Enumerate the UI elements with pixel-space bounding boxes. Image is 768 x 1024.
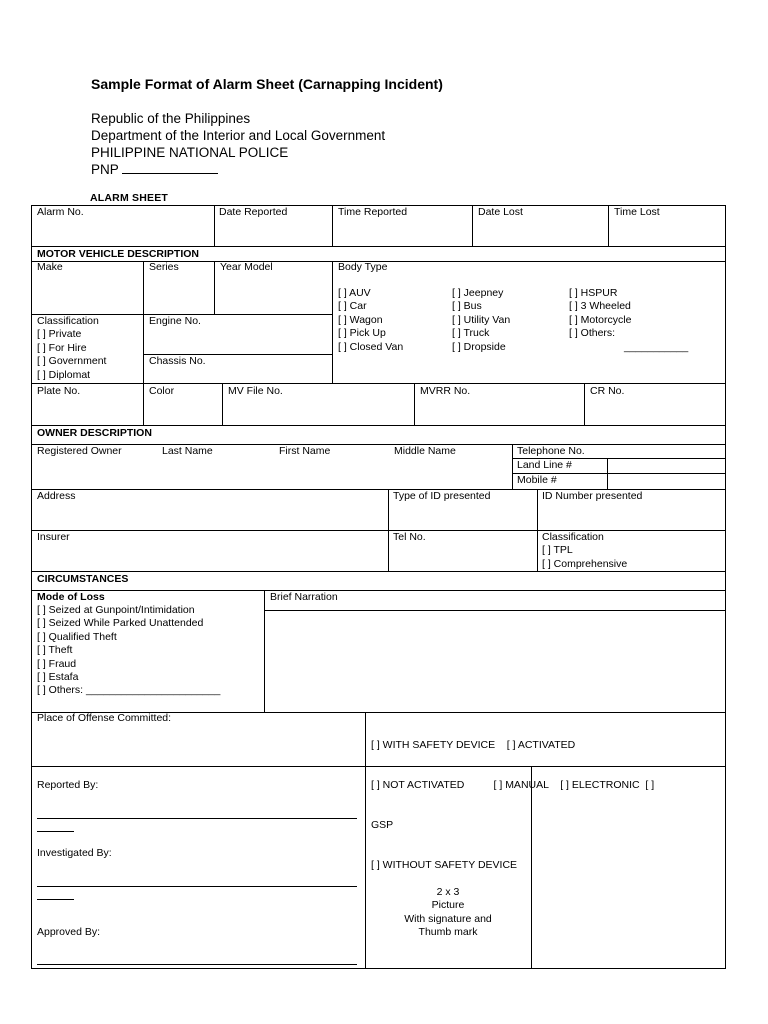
picture-note-1: With signature and xyxy=(404,912,492,925)
brief-narration-label: Brief Narration xyxy=(270,591,338,603)
mode-option[interactable]: [ ] Others: _______________________ xyxy=(37,684,221,697)
safety-option[interactable]: [ ] NOT ACTIVATED [ ] MANUAL [ ] ELECTRONIC [ ] xyxy=(371,779,655,792)
mode-option[interactable]: [ ] Qualified Theft xyxy=(37,630,117,643)
reported-by-label: Reported By: xyxy=(37,779,99,791)
body-option[interactable]: [ ] AUV xyxy=(338,287,371,299)
brief-narration-area[interactable] xyxy=(270,617,720,707)
insurance-option[interactable]: [ ] TPL xyxy=(542,544,573,557)
motor-vehicle-heading: MOTOR VEHICLE DESCRIPTION xyxy=(37,248,199,260)
time-reported-field[interactable]: Time Reported xyxy=(338,206,408,218)
insurance-option[interactable]: [ ] Comprehensive xyxy=(542,557,628,570)
header-pnp-label: PNP xyxy=(91,162,119,177)
last-name-field[interactable]: Last Name xyxy=(162,445,213,457)
body-type-col1[interactable] xyxy=(338,287,403,354)
color-field[interactable]: Color xyxy=(149,385,175,397)
vehicle-classification[interactable] xyxy=(37,315,106,382)
classification-option[interactable]: [ ] Government xyxy=(37,355,107,368)
series-field[interactable]: Series xyxy=(149,261,179,273)
approved-by-label: Approved By: xyxy=(37,926,101,938)
id-number-field[interactable]: ID Number presented xyxy=(542,490,643,502)
tel-no-field[interactable]: Tel No. xyxy=(393,531,426,543)
mode-option[interactable]: [ ] Estafa xyxy=(37,670,79,683)
approved-by-line[interactable] xyxy=(37,964,357,965)
address-field[interactable]: Address xyxy=(37,490,76,502)
mode-option[interactable]: [ ] Theft xyxy=(37,644,73,657)
body-option[interactable]: [ ] Motorcycle xyxy=(569,313,632,326)
insurance-classification[interactable] xyxy=(542,531,627,571)
mobile-field[interactable]: Mobile # xyxy=(517,474,557,486)
classification-option[interactable]: [ ] Private xyxy=(37,328,82,341)
header-pnp: PHILIPPINE NATIONAL POLICE xyxy=(91,145,289,160)
body-option[interactable]: [ ] Utility Van xyxy=(452,313,511,326)
classification-option[interactable]: [ ] For Hire xyxy=(37,341,87,354)
picture-label: Picture xyxy=(431,899,465,912)
body-option[interactable]: [ ] Wagon xyxy=(338,313,383,326)
body-type-label: Body Type xyxy=(338,261,388,273)
classification-label: Classification xyxy=(37,315,99,327)
body-option[interactable]: [ ] 3 Wheeled xyxy=(569,300,631,313)
picture-size: 2 x 3 xyxy=(436,886,460,898)
circumstances-heading: CIRCUMSTANCES xyxy=(37,573,129,585)
first-name-field[interactable]: First Name xyxy=(279,445,331,457)
reported-by-line[interactable] xyxy=(37,818,357,819)
body-type-col2[interactable] xyxy=(452,287,510,354)
insurance-classification-label: Classification xyxy=(542,531,604,543)
body-option[interactable]: [ ] Pick Up xyxy=(338,327,386,340)
chassis-no-field[interactable]: Chassis No. xyxy=(149,355,206,367)
make-field[interactable]: Make xyxy=(37,261,63,273)
place-of-offense-field[interactable]: Place of Offense Committed: xyxy=(37,712,172,724)
engine-no-field[interactable]: Engine No. xyxy=(149,315,201,327)
thumbmark-area[interactable] xyxy=(537,771,722,961)
header-department: Department of the Interior and Local Government xyxy=(91,128,386,143)
mv-file-no-field[interactable]: MV File No. xyxy=(228,385,283,397)
header-republic: Republic of the Philippines xyxy=(91,111,251,126)
mode-option[interactable]: [ ] Fraud xyxy=(37,657,77,670)
investigated-by-line[interactable] xyxy=(37,886,357,887)
date-reported-field[interactable]: Date Reported xyxy=(219,206,288,218)
safety-option[interactable]: [ ] WITHOUT SAFETY DEVICE xyxy=(371,859,518,872)
mode-option[interactable]: [ ] Seized While Parked Unattended xyxy=(37,617,204,630)
mode-of-loss-options[interactable] xyxy=(37,604,220,698)
body-option[interactable]: [ ] Truck xyxy=(452,327,490,340)
year-model-field[interactable]: Year Model xyxy=(220,261,273,273)
body-type-col3[interactable] xyxy=(569,287,688,354)
owner-description-heading: OWNER DESCRIPTION xyxy=(37,427,152,439)
classification-option[interactable]: [ ] Diplomat xyxy=(37,368,91,381)
document-title: Sample Format of Alarm Sheet (Carnapping Incident) xyxy=(91,76,443,92)
date-lost-field[interactable]: Date Lost xyxy=(478,206,523,218)
body-option[interactable]: [ ] Dropside xyxy=(452,340,506,353)
pnp-unit-blank[interactable] xyxy=(122,161,218,174)
middle-name-field[interactable]: Middle Name xyxy=(394,445,456,457)
time-lost-field[interactable]: Time Lost xyxy=(614,206,660,218)
picture-placeholder[interactable] xyxy=(365,886,531,940)
mvrr-no-field[interactable]: MVRR No. xyxy=(420,385,471,397)
alarm-sheet-label: ALARM SHEET xyxy=(90,192,169,204)
picture-note-2: Thumb mark xyxy=(418,926,478,939)
mode-of-loss-label: Mode of Loss xyxy=(37,591,105,603)
body-option[interactable]: [ ] HSPUR xyxy=(569,287,618,299)
alarm-sheet-form xyxy=(31,205,726,969)
body-option[interactable]: [ ] Jeepney xyxy=(452,287,504,299)
cr-no-field[interactable]: CR No. xyxy=(590,385,625,397)
registered-owner-label: Registered Owner xyxy=(37,445,122,457)
body-option[interactable]: [ ] Bus xyxy=(452,300,482,313)
alarm-no-field[interactable]: Alarm No. xyxy=(37,206,84,218)
type-of-id-field[interactable]: Type of ID presented xyxy=(393,490,491,502)
land-line-field[interactable]: Land Line # xyxy=(517,459,572,471)
telephone-no-label: Telephone No. xyxy=(517,445,585,457)
mode-option[interactable]: [ ] Seized at Gunpoint/Intimidation xyxy=(37,604,195,616)
safety-option[interactable]: [ ] WITH SAFETY DEVICE [ ] ACTIVATED xyxy=(371,738,576,751)
plate-no-field[interactable]: Plate No. xyxy=(37,385,81,397)
body-option[interactable]: [ ] Others: xyxy=(569,327,616,340)
header-pnp-unit xyxy=(91,161,218,178)
others-blank[interactable]: ___________ xyxy=(624,340,689,353)
safety-option[interactable]: GSP xyxy=(371,819,394,832)
body-option[interactable]: [ ] Car xyxy=(338,300,367,313)
insurer-field[interactable]: Insurer xyxy=(37,531,70,543)
body-option[interactable]: [ ] Closed Van xyxy=(338,340,404,353)
investigated-by-label: Investigated By: xyxy=(37,847,112,859)
